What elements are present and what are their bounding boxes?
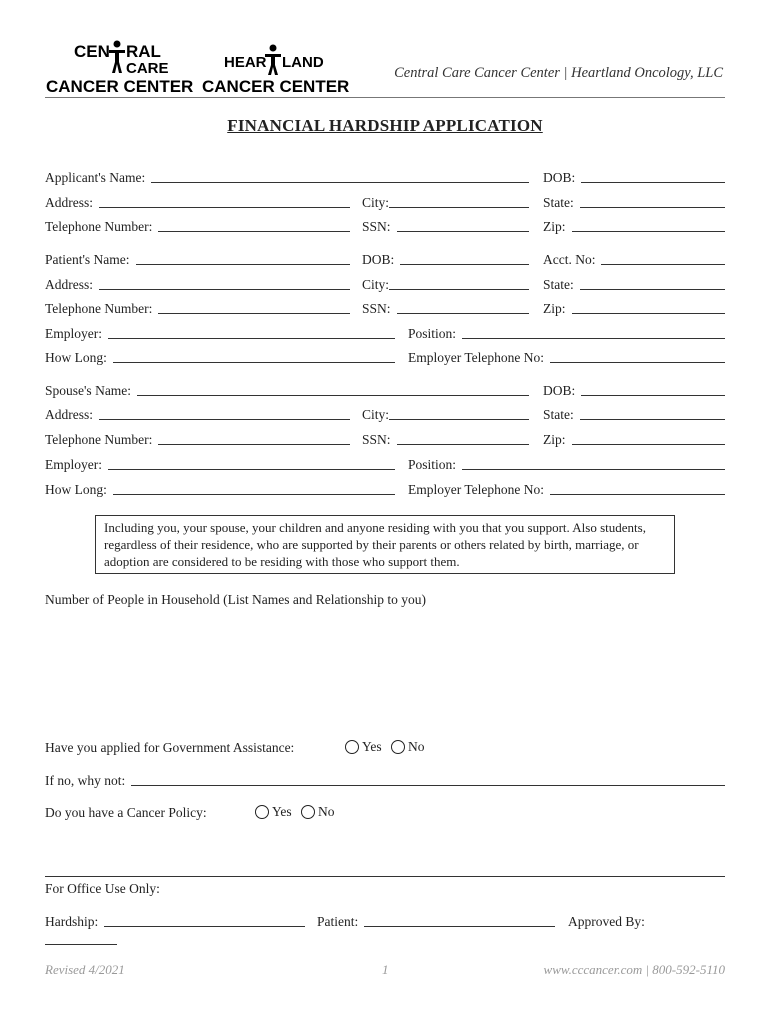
gov-assistance-no-radio[interactable] xyxy=(391,739,425,755)
approved-by-label: Approved By: xyxy=(568,914,645,929)
ssn-label: SSN: xyxy=(362,432,391,447)
logo-heartland-land: LAND xyxy=(282,54,324,71)
radio-circle-icon xyxy=(301,805,315,819)
spouse-how-long-field[interactable] xyxy=(45,480,395,498)
applicant-telephone-field[interactable] xyxy=(45,217,350,235)
address-label: Address: xyxy=(45,277,93,292)
logo-central-cancer-center: CANCER CENTER xyxy=(46,77,194,96)
person-figure-icon xyxy=(264,44,282,76)
patient-employer-phone-field[interactable] xyxy=(408,348,725,366)
dob-label: DOB: xyxy=(362,252,395,267)
radio-circle-icon xyxy=(345,740,359,754)
office-patient-label: Patient: xyxy=(317,914,359,929)
patient-city-field[interactable] xyxy=(362,275,529,293)
employer-phone-label: Employer Telephone No: xyxy=(408,350,545,365)
zip-label: Zip: xyxy=(543,432,566,447)
ssn-label: SSN: xyxy=(362,301,391,316)
patient-how-long-field[interactable] xyxy=(45,348,395,366)
dob-label: DOB: xyxy=(543,383,576,398)
how-long-label: How Long: xyxy=(45,482,107,497)
if-no-label: If no, why not: xyxy=(45,773,126,788)
gov-assistance-options xyxy=(345,739,431,758)
patient-employer-field[interactable] xyxy=(45,324,395,342)
acct-no-label: Acct. No: xyxy=(543,252,596,267)
city-label: City: xyxy=(362,407,390,422)
approved-by-line[interactable] xyxy=(45,944,117,945)
header-divider xyxy=(45,97,725,98)
applicant-name-field[interactable] xyxy=(45,168,529,186)
patient-acct-no-field[interactable] xyxy=(543,250,725,268)
address-label: Address: xyxy=(45,195,93,210)
central-care-logo xyxy=(46,40,196,96)
spouse-address-field[interactable] xyxy=(45,405,350,423)
spouse-city-field[interactable] xyxy=(362,405,529,423)
page-title: FINANCIAL HARDSHIP APPLICATION xyxy=(227,116,543,135)
footer-revised: Revised 4/2021 xyxy=(45,962,125,977)
spouse-dob-field[interactable] xyxy=(543,381,725,399)
patient-address-field[interactable] xyxy=(45,275,350,293)
radio-circle-icon xyxy=(391,740,405,754)
zip-label: Zip: xyxy=(543,301,566,316)
how-long-label: How Long: xyxy=(45,350,107,365)
applicant-address-field[interactable] xyxy=(45,193,350,211)
telephone-label: Telephone Number: xyxy=(45,219,153,234)
logo-central-care: CARE xyxy=(126,60,169,77)
telephone-label: Telephone Number: xyxy=(45,301,153,316)
yes-label: Yes xyxy=(362,739,382,754)
patient-telephone-field[interactable] xyxy=(45,299,350,317)
city-label: City: xyxy=(362,195,390,210)
patient-zip-field[interactable] xyxy=(543,299,725,317)
logo-central-ral: RAL xyxy=(126,42,161,61)
spouse-name-field[interactable] xyxy=(45,381,529,399)
state-label: State: xyxy=(543,407,574,422)
yes-label: Yes xyxy=(272,804,292,819)
applicant-state-field[interactable] xyxy=(543,193,725,211)
spouse-position-field[interactable] xyxy=(408,455,725,473)
cancer-policy-yes-radio[interactable] xyxy=(255,804,292,820)
hardship-label: Hardship: xyxy=(45,914,99,929)
footer-contact: www.cccancer.com | 800-592-5110 xyxy=(543,962,725,977)
zip-label: Zip: xyxy=(543,219,566,234)
position-label: Position: xyxy=(408,326,457,341)
employer-label: Employer: xyxy=(45,457,102,472)
address-label: Address: xyxy=(45,407,93,422)
cancer-policy-options xyxy=(255,804,341,823)
person-figure-icon xyxy=(108,40,126,74)
household-list-area[interactable] xyxy=(45,612,725,722)
if-no-why-field[interactable] xyxy=(45,771,725,789)
state-label: State: xyxy=(543,195,574,210)
office-patient-field[interactable] xyxy=(317,912,555,930)
patient-name-field[interactable] xyxy=(45,250,350,268)
patient-state-field[interactable] xyxy=(543,275,725,293)
ssn-label: SSN: xyxy=(362,219,391,234)
patient-name-label: Patient's Name: xyxy=(45,252,130,267)
header-organization: Central Care Cancer Center | Heartland Oncology, LLC xyxy=(394,65,723,81)
household-label: Number of People in Household (List Names and Relationship to you) xyxy=(45,592,426,607)
no-label: No xyxy=(408,739,425,754)
hardship-field[interactable] xyxy=(45,912,305,930)
office-divider xyxy=(45,876,725,877)
logo-heartland-hear: HEAR xyxy=(224,54,267,71)
footer-page-number: 1 xyxy=(382,962,389,977)
position-label: Position: xyxy=(408,457,457,472)
state-label: State: xyxy=(543,277,574,292)
spouse-telephone-field[interactable] xyxy=(45,430,350,448)
logo-central-cen: CEN xyxy=(74,42,110,61)
telephone-label: Telephone Number: xyxy=(45,432,153,447)
spouse-state-field[interactable] xyxy=(543,405,725,423)
patient-dob-field[interactable] xyxy=(362,250,529,268)
applicant-zip-field[interactable] xyxy=(543,217,725,235)
radio-circle-icon xyxy=(255,805,269,819)
gov-assistance-yes-radio[interactable] xyxy=(345,739,382,755)
patient-ssn-field[interactable] xyxy=(362,299,529,317)
logo-heartland-cancer-center: CANCER CENTER xyxy=(202,77,350,96)
employer-label: Employer: xyxy=(45,326,102,341)
patient-position-field[interactable] xyxy=(408,324,725,342)
cancer-policy-question: Do you have a Cancer Policy: xyxy=(45,805,207,820)
spouse-ssn-field[interactable] xyxy=(362,430,529,448)
applicant-dob-field[interactable] xyxy=(543,168,725,186)
office-use-label: For Office Use Only: xyxy=(45,881,160,896)
spouse-zip-field[interactable] xyxy=(543,430,725,448)
spouse-employer-phone-field[interactable] xyxy=(408,480,725,498)
employer-phone-label: Employer Telephone No: xyxy=(408,482,545,497)
applicant-city-field[interactable] xyxy=(362,193,529,211)
no-label: No xyxy=(318,804,335,819)
spouse-employer-field[interactable] xyxy=(45,455,395,473)
applicant-ssn-field[interactable] xyxy=(362,217,529,235)
gov-assistance-question: Have you applied for Government Assistance: xyxy=(45,740,295,755)
heartland-logo xyxy=(202,40,350,96)
city-label: City: xyxy=(362,277,390,292)
cancer-policy-no-radio[interactable] xyxy=(301,804,335,820)
household-notice-box: Including you, your spouse, your children and anyone residing with you that you support. Also students, regardless of their residence, who are supported by their parents or others related by birth, marriage, or adoption are considered to be residing with those who support them. xyxy=(95,515,675,574)
dob-label: DOB: xyxy=(543,170,576,185)
applicant-name-label: Applicant's Name: xyxy=(45,170,146,185)
spouse-name-label: Spouse's Name: xyxy=(45,383,132,398)
